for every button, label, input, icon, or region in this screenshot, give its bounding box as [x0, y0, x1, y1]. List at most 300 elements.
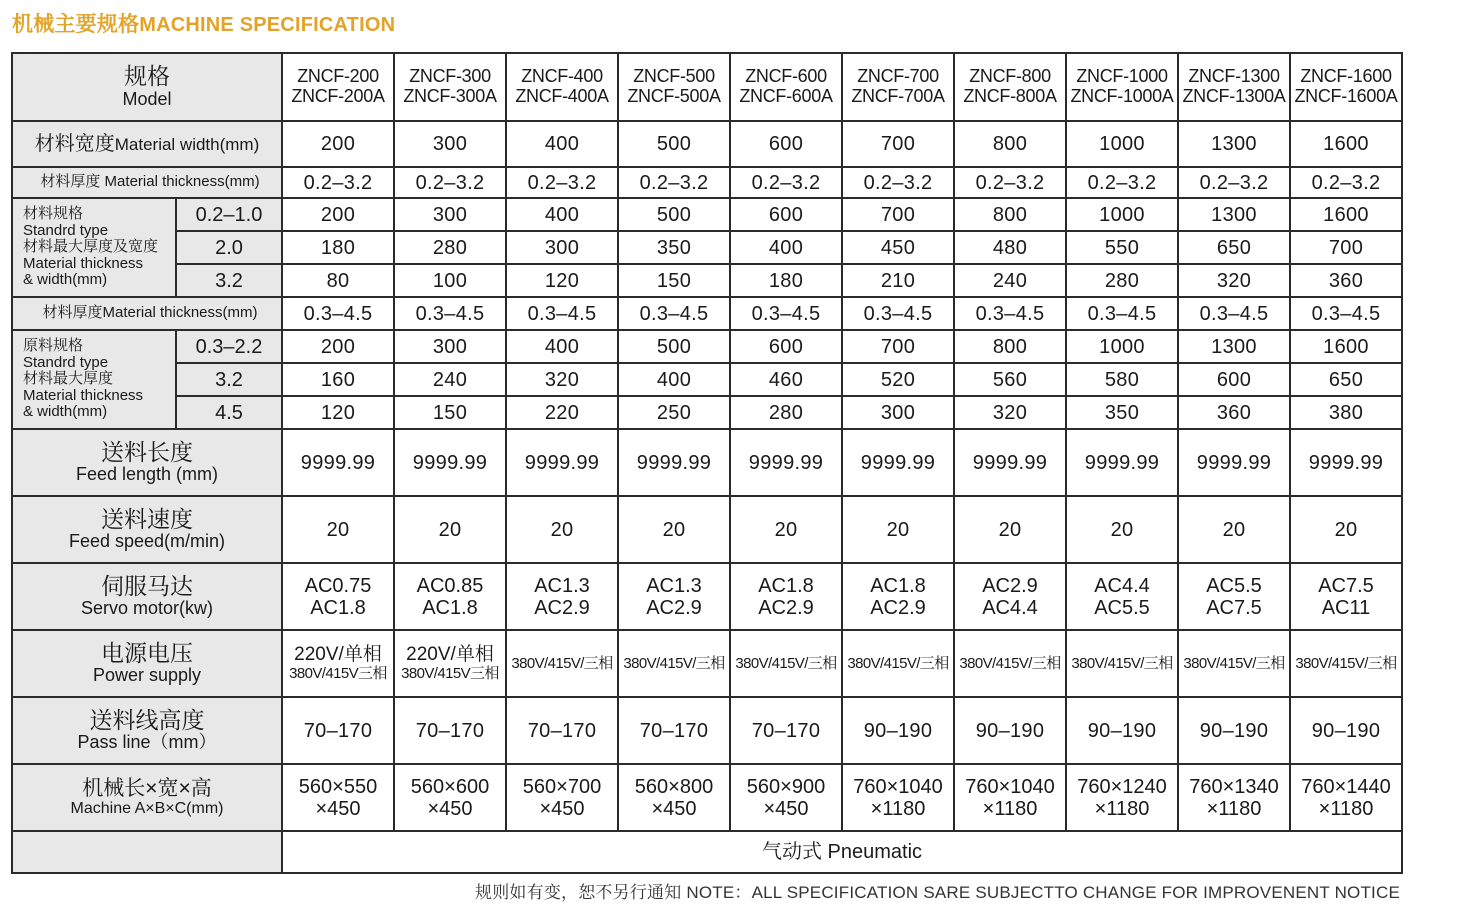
model-cell [506, 53, 618, 121]
group2-label-line: 材料最大厚度 [23, 370, 114, 388]
value-cell [618, 764, 730, 831]
value-cell: 9999.99 [1290, 429, 1402, 496]
cell-text: 380V/415V/三相 [735, 654, 837, 672]
cell-text: 380V/415V三相 [401, 664, 499, 682]
page-title-cn: 机械主要规格 [12, 13, 140, 36]
value-cell: 0.3–4.5 [954, 297, 1066, 330]
model-name-a: ZNCF-1000A [1070, 86, 1174, 106]
value-cell: 1600 [1290, 121, 1402, 167]
cell-text: AC2.9 [534, 596, 590, 619]
value-cell: 800 [954, 330, 1066, 363]
value-cell [506, 563, 618, 630]
value-cell [842, 630, 954, 697]
value-cell: 600 [730, 330, 842, 363]
value-cell: 0.2–3.2 [1066, 167, 1178, 198]
model-cell [1290, 53, 1402, 121]
cell-text: ×450 [427, 797, 473, 820]
value-cell [394, 764, 506, 831]
cell-text: 220V/单相 [294, 643, 382, 665]
value-cell: 0.3–4.5 [1066, 297, 1178, 330]
value-cell: 200 [282, 121, 394, 167]
value-cell: 580 [1066, 363, 1178, 396]
value-cell: 800 [954, 121, 1066, 167]
value-cell [394, 630, 506, 697]
value-cell: 180 [730, 264, 842, 297]
value-cell [954, 764, 1066, 831]
cell-text: 760×1040 [965, 775, 1055, 798]
value-cell: 480 [954, 231, 1066, 264]
feed-length-label [12, 429, 282, 496]
value-cell: 20 [282, 496, 394, 563]
cell-text: 560×600 [410, 775, 490, 798]
model-cell [1066, 53, 1178, 121]
cell-text: AC5.5 [1206, 574, 1262, 597]
model-name: ZNCF-800 [969, 66, 1051, 87]
group1-label-line: 材料最大厚度及宽度 [23, 238, 159, 256]
group2-label-line: 原料规格 [23, 337, 84, 355]
model-name-a: ZNCF-300A [403, 86, 497, 106]
value-cell: 150 [394, 396, 506, 429]
cell-text: AC4.4 [982, 596, 1038, 619]
cell-text: 380V/415V/三相 [1183, 654, 1285, 672]
value-cell: 600 [1178, 363, 1290, 396]
value-cell: 150 [618, 264, 730, 297]
group2-label [12, 330, 176, 429]
group2-sub-label: 0.3–2.2 [176, 330, 282, 363]
cell-text: ×1180 [982, 797, 1038, 820]
value-cell: 520 [842, 363, 954, 396]
value-cell: 20 [394, 496, 506, 563]
value-cell: 9999.99 [730, 429, 842, 496]
group2-sub-label: 3.2 [176, 363, 282, 396]
cell-text: 760×1240 [1077, 775, 1167, 798]
value-cell: 240 [954, 264, 1066, 297]
power-label [12, 630, 282, 697]
feed-speed-label-en: Feed speed(m/min) [68, 531, 226, 552]
cell-text: 380V/415V/三相 [1295, 654, 1397, 672]
cell-text: ×1180 [1094, 797, 1150, 820]
value-cell: 20 [1066, 496, 1178, 563]
value-cell: 0.3–4.5 [506, 297, 618, 330]
servo-row [12, 563, 1402, 630]
value-cell: 250 [618, 396, 730, 429]
value-cell: 280 [394, 231, 506, 264]
thickness1-row [12, 167, 1402, 198]
model-cell [730, 53, 842, 121]
power-label-cn: 电源电压 [101, 639, 193, 666]
cell-text: 380V/415V/三相 [511, 654, 613, 672]
value-cell: 600 [730, 198, 842, 231]
value-cell: 600 [730, 121, 842, 167]
value-cell: 0.2–3.2 [954, 167, 1066, 198]
machine-size-row [12, 764, 1402, 831]
value-cell: 700 [1290, 231, 1402, 264]
cell-text: 760×1340 [1189, 775, 1279, 798]
pass-line-label [12, 697, 282, 764]
value-cell: 9999.99 [1178, 429, 1290, 496]
value-cell: 200 [282, 198, 394, 231]
thickness1-label: 材料厚度 Material thickness(mm) [12, 167, 282, 198]
empty-label-cell [12, 831, 282, 873]
model-label-en: Model [122, 88, 172, 109]
value-cell [730, 630, 842, 697]
value-cell: 650 [1178, 231, 1290, 264]
cell-text: AC2.9 [870, 596, 926, 619]
cell-text: AC1.8 [758, 574, 814, 597]
value-cell [394, 563, 506, 630]
value-cell: 1600 [1290, 198, 1402, 231]
footnote: 规则如有变，恕不另行通知 NOTE：ALL SPECIFICATION SARE SUBJECTTO CHANGE FOR IMPROVENENT NOTICE [475, 883, 1400, 902]
value-cell: 0.3–4.5 [282, 297, 394, 330]
value-cell: 70–170 [394, 697, 506, 764]
cell-text: AC7.5 [1206, 596, 1262, 619]
value-cell: 20 [1290, 496, 1402, 563]
model-name: ZNCF-200 [297, 66, 379, 87]
cell-text: 380V/415V/三相 [1071, 654, 1173, 672]
model-name-a: ZNCF-400A [515, 86, 609, 106]
group2-row [12, 396, 1402, 429]
cell-text: ×450 [651, 797, 697, 820]
cell-text: AC2.9 [646, 596, 702, 619]
value-cell: 20 [618, 496, 730, 563]
value-cell [506, 764, 618, 831]
cell-text: AC2.9 [758, 596, 814, 619]
cell-text: AC4.4 [1094, 574, 1150, 597]
feed-speed-label-cn: 送料速度 [101, 505, 193, 532]
value-cell: 0.2–3.2 [730, 167, 842, 198]
value-cell: 560 [954, 363, 1066, 396]
cell-text: 760×1440 [1301, 775, 1391, 798]
value-cell: 80 [282, 264, 394, 297]
value-cell: 240 [394, 363, 506, 396]
cell-text: AC1.3 [646, 574, 702, 597]
value-cell: 9999.99 [506, 429, 618, 496]
value-cell: 20 [1178, 496, 1290, 563]
value-cell: 20 [842, 496, 954, 563]
value-cell: 1000 [1066, 198, 1178, 231]
group2-label-line: Standrd type [23, 353, 109, 371]
cell-text: 380V/415V/三相 [623, 654, 725, 672]
material-width-row [12, 121, 1402, 167]
group1-label-line: Material thickness [23, 254, 144, 272]
value-cell: 700 [842, 198, 954, 231]
model-cell [1178, 53, 1290, 121]
value-cell: 700 [842, 121, 954, 167]
thickness2-row [12, 297, 1402, 330]
model-name: ZNCF-300 [409, 66, 491, 87]
group2-row [12, 330, 1402, 363]
value-cell: 200 [282, 330, 394, 363]
page-title-en: MACHINE SPECIFICATION [139, 14, 396, 36]
value-cell: 300 [394, 121, 506, 167]
feed-length-row [12, 429, 1402, 496]
pass-line-label-en: Pass line（mm） [77, 732, 217, 753]
value-cell: 300 [394, 330, 506, 363]
cell-text: ×1180 [1318, 797, 1374, 820]
cell-text: AC1.8 [310, 596, 366, 619]
value-cell: 0.3–4.5 [842, 297, 954, 330]
value-cell: 9999.99 [954, 429, 1066, 496]
cell-text: AC0.85 [416, 574, 484, 597]
value-cell: 400 [506, 198, 618, 231]
value-cell: 400 [506, 121, 618, 167]
value-cell: 700 [842, 330, 954, 363]
model-name-a: ZNCF-500A [627, 86, 721, 106]
value-cell: 9999.99 [842, 429, 954, 496]
value-cell: 320 [1178, 264, 1290, 297]
cell-text: 560×800 [634, 775, 714, 798]
value-cell [1290, 764, 1402, 831]
value-cell [1178, 630, 1290, 697]
group2-label-line: & width(mm) [23, 403, 108, 421]
cell-text: 760×1040 [853, 775, 943, 798]
value-cell: 1000 [1066, 121, 1178, 167]
cell-text: AC2.9 [982, 574, 1038, 597]
value-cell: 0.3–4.5 [1290, 297, 1402, 330]
value-cell [282, 563, 394, 630]
value-cell: 0.3–4.5 [1178, 297, 1290, 330]
value-cell [618, 630, 730, 697]
value-cell: 90–190 [1066, 697, 1178, 764]
feed-length-label-en: Feed length (mm) [75, 464, 219, 485]
value-cell: 70–170 [618, 697, 730, 764]
material-width-label-cn: 材料宽度 [34, 133, 115, 155]
cell-text: AC0.75 [304, 574, 372, 597]
value-cell: 400 [506, 330, 618, 363]
model-cell [842, 53, 954, 121]
cell-text: 220V/单相 [406, 643, 494, 665]
value-cell: 70–170 [730, 697, 842, 764]
value-cell: 70–170 [506, 697, 618, 764]
cell-text: 560×700 [522, 775, 602, 798]
model-name-a: ZNCF-1300A [1182, 86, 1286, 106]
model-name: ZNCF-700 [857, 66, 939, 87]
value-cell: 500 [618, 330, 730, 363]
thickness2-label: 材料厚度Material thickness(mm) [12, 297, 282, 330]
value-cell: 460 [730, 363, 842, 396]
value-cell: 650 [1290, 363, 1402, 396]
value-cell: 0.3–4.5 [730, 297, 842, 330]
machine-size-label [12, 764, 282, 831]
value-cell: 120 [506, 264, 618, 297]
value-cell: 180 [282, 231, 394, 264]
cell-text: AC1.8 [870, 574, 926, 597]
material-width-label-en: Material width(mm) [114, 135, 260, 154]
model-name: ZNCF-1300 [1188, 66, 1280, 87]
value-cell: 280 [730, 396, 842, 429]
value-cell: 0.3–4.5 [618, 297, 730, 330]
group1-sub-label: 3.2 [176, 264, 282, 297]
pass-line-row [12, 697, 1402, 764]
value-cell: 20 [506, 496, 618, 563]
value-cell: 90–190 [1290, 697, 1402, 764]
spec-table [11, 52, 1403, 874]
model-label-cn: 规格 [124, 63, 170, 90]
servo-label [12, 563, 282, 630]
group1-row [12, 264, 1402, 297]
feed-length-label-cn: 送料长度 [101, 438, 193, 465]
value-cell [1178, 563, 1290, 630]
group2-sub-label: 4.5 [176, 396, 282, 429]
group1-row [12, 198, 1402, 231]
value-cell: 160 [282, 363, 394, 396]
model-name: ZNCF-1000 [1076, 66, 1168, 87]
value-cell: 360 [1178, 396, 1290, 429]
group1-sub-label: 0.2–1.0 [176, 198, 282, 231]
value-cell: 0.2–3.2 [842, 167, 954, 198]
value-cell: 0.2–3.2 [394, 167, 506, 198]
group1-label-line: & width(mm) [23, 271, 108, 289]
value-cell: 300 [506, 231, 618, 264]
value-cell: 120 [282, 396, 394, 429]
model-name: ZNCF-500 [633, 66, 715, 87]
value-cell: 9999.99 [1066, 429, 1178, 496]
cell-text: ×450 [763, 797, 809, 820]
machine-size-label-en: Machine A×B×C(mm) [70, 800, 224, 818]
cell-text: ×450 [539, 797, 585, 820]
cell-text: ×1180 [870, 797, 926, 820]
value-cell [282, 764, 394, 831]
cell-text: AC7.5 [1318, 574, 1374, 597]
cell-text: AC1.3 [534, 574, 590, 597]
value-cell: 90–190 [842, 697, 954, 764]
machine-size-label-cn: 机械长×宽×高 [82, 777, 212, 801]
value-cell: 400 [618, 363, 730, 396]
value-cell: 320 [506, 363, 618, 396]
value-cell: 300 [842, 396, 954, 429]
model-cell [954, 53, 1066, 121]
material-width-label [12, 121, 282, 167]
value-cell: 1000 [1066, 330, 1178, 363]
model-cell [282, 53, 394, 121]
cell-text: 380V/415V/三相 [959, 654, 1061, 672]
value-cell: 0.2–3.2 [506, 167, 618, 198]
model-name-a: ZNCF-600A [739, 86, 833, 106]
pneumatic-cell: 气动式 Pneumatic [282, 831, 1402, 873]
value-cell: 20 [954, 496, 1066, 563]
cell-text: 380V/415V/三相 [847, 654, 949, 672]
cell-text: AC11 [1321, 596, 1371, 619]
value-cell: 90–190 [1178, 697, 1290, 764]
servo-label-cn: 伺服马达 [101, 572, 193, 599]
cell-text: 560×550 [298, 775, 378, 798]
model-cell [618, 53, 730, 121]
value-cell: 9999.99 [394, 429, 506, 496]
group2-label-line: Material thickness [23, 386, 144, 404]
model-cell [394, 53, 506, 121]
value-cell: 210 [842, 264, 954, 297]
value-cell: 500 [618, 198, 730, 231]
model-name: ZNCF-1600 [1300, 66, 1392, 87]
page-title [12, 8, 395, 38]
value-cell: 320 [954, 396, 1066, 429]
cell-text: AC5.5 [1094, 596, 1150, 619]
model-name: ZNCF-400 [521, 66, 603, 87]
value-cell: 360 [1290, 264, 1402, 297]
power-row [12, 630, 1402, 697]
model-name-a: ZNCF-700A [851, 86, 945, 106]
value-cell: 0.2–3.2 [1290, 167, 1402, 198]
value-cell [954, 563, 1066, 630]
value-cell: 280 [1066, 264, 1178, 297]
value-cell [730, 563, 842, 630]
value-cell [1290, 563, 1402, 630]
group1-label-line: 材料规格 [23, 205, 84, 223]
value-cell: 90–190 [954, 697, 1066, 764]
model-name-a: ZNCF-1600A [1294, 86, 1398, 106]
value-cell: 350 [1066, 396, 1178, 429]
value-cell [1290, 630, 1402, 697]
group1-label [12, 198, 176, 297]
model-row [12, 53, 1402, 121]
value-cell: 300 [394, 198, 506, 231]
value-cell: 380 [1290, 396, 1402, 429]
value-cell [282, 630, 394, 697]
value-cell [730, 764, 842, 831]
cell-text: 380V/415V三相 [289, 664, 387, 682]
cell-text: ×1180 [1206, 797, 1262, 820]
model-label [12, 53, 282, 121]
group2-row [12, 363, 1402, 396]
servo-label-en: Servo motor(kw) [80, 598, 214, 619]
value-cell: 9999.99 [282, 429, 394, 496]
value-cell: 220 [506, 396, 618, 429]
value-cell: 500 [618, 121, 730, 167]
group1-sub-label: 2.0 [176, 231, 282, 264]
feed-speed-label [12, 496, 282, 563]
value-cell: 0.3–4.5 [394, 297, 506, 330]
value-cell [1066, 764, 1178, 831]
value-cell [1066, 563, 1178, 630]
value-cell: 0.2–3.2 [282, 167, 394, 198]
value-cell: 1300 [1178, 198, 1290, 231]
value-cell [842, 563, 954, 630]
value-cell: 0.2–3.2 [618, 167, 730, 198]
group1-label-line: Standrd type [23, 221, 109, 239]
value-cell: 400 [730, 231, 842, 264]
value-cell: 100 [394, 264, 506, 297]
value-cell: 9999.99 [618, 429, 730, 496]
value-cell [506, 630, 618, 697]
value-cell [1066, 630, 1178, 697]
value-cell: 0.2–3.2 [1178, 167, 1290, 198]
value-cell [954, 630, 1066, 697]
value-cell [1178, 764, 1290, 831]
pass-line-label-cn: 送料线高度 [89, 706, 205, 733]
value-cell: 550 [1066, 231, 1178, 264]
value-cell: 350 [618, 231, 730, 264]
cell-text: AC1.8 [422, 596, 478, 619]
cell-text: 560×900 [746, 775, 826, 798]
model-name: ZNCF-600 [745, 66, 827, 87]
value-cell: 70–170 [282, 697, 394, 764]
pneumatic-row [12, 831, 1402, 873]
value-cell: 1300 [1178, 330, 1290, 363]
cell-text: ×450 [315, 797, 361, 820]
value-cell: 1300 [1178, 121, 1290, 167]
model-name-a: ZNCF-800A [963, 86, 1057, 106]
value-cell: 800 [954, 198, 1066, 231]
value-cell [842, 764, 954, 831]
value-cell: 20 [730, 496, 842, 563]
model-name-a: ZNCF-200A [291, 86, 385, 106]
value-cell: 1600 [1290, 330, 1402, 363]
value-cell: 450 [842, 231, 954, 264]
power-label-en: Power supply [92, 665, 202, 686]
feed-speed-row [12, 496, 1402, 563]
value-cell [618, 563, 730, 630]
group1-row [12, 231, 1402, 264]
